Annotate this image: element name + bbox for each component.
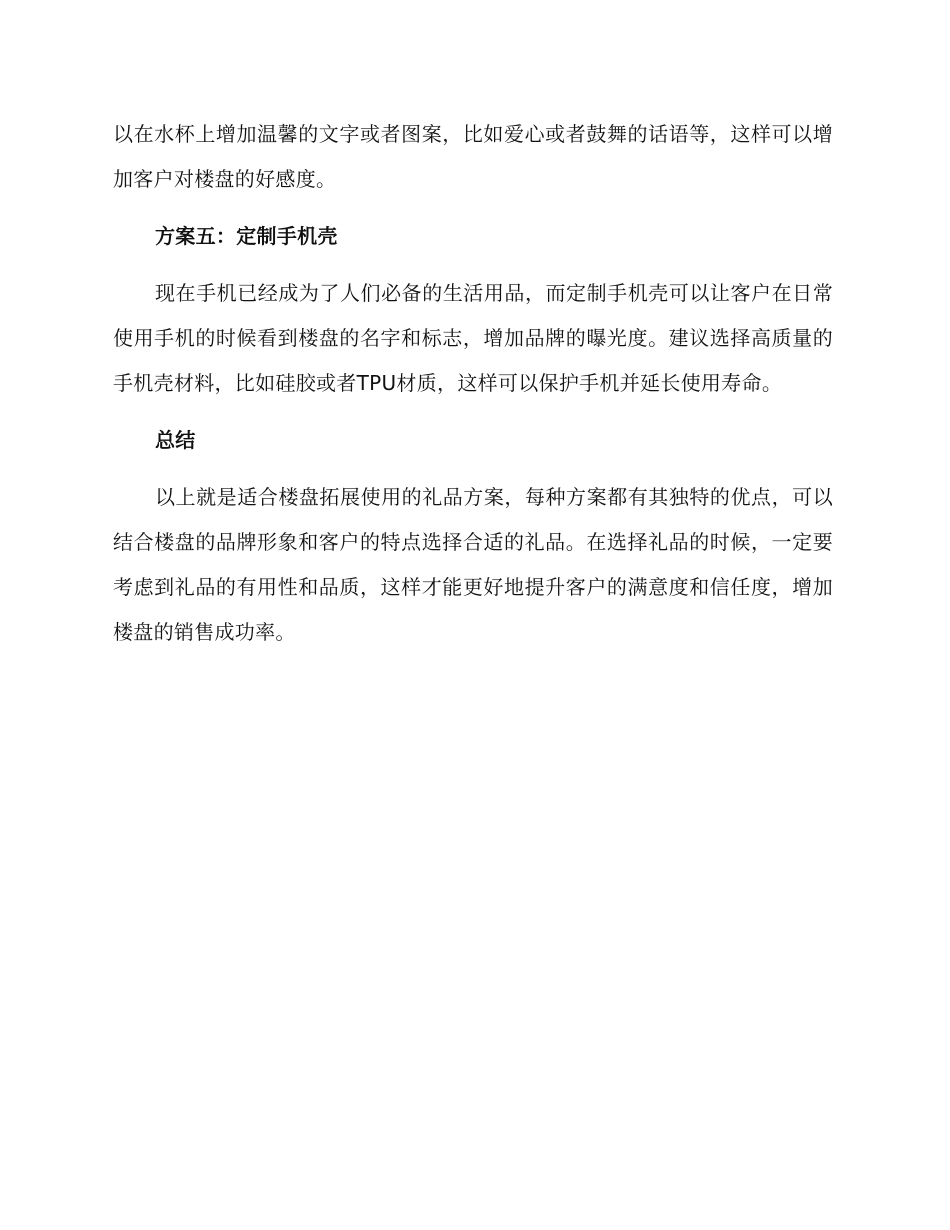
document-body	[113, 112, 833, 655]
paragraph-summary: 以上就是适合楼盘拓展使用的礼品方案，每种方案都有其独特的优点，可以结合楼盘的品牌形象和客户的特点选择合适的礼品。在选择礼品的时候，一定要考虑到礼品的有用性和品质，这样才能更好地提升客户的满意度和信任度，增加楼盘的销售成功率。	[113, 485, 833, 644]
paragraph-continuation: 以在水杯上增加温馨的文字或者图案，比如爱心或者鼓舞的话语等，这样可以增加客户对楼盘的好感度。	[113, 122, 833, 191]
section-heading-summary: 总结	[155, 428, 196, 452]
paragraph-phone-case: 现在手机已经成为了人们必备的生活用品，而定制手机壳可以让客户在日常使用手机的时候看到楼盘的名字和标志，增加品牌的曝光度。建议选择高质量的手机壳材料，比如硅胶或者TPU材质，这样可以保护手机并延长使用寿命。	[113, 281, 833, 395]
section-heading-phone-case: 方案五：定制手机壳	[155, 224, 338, 248]
